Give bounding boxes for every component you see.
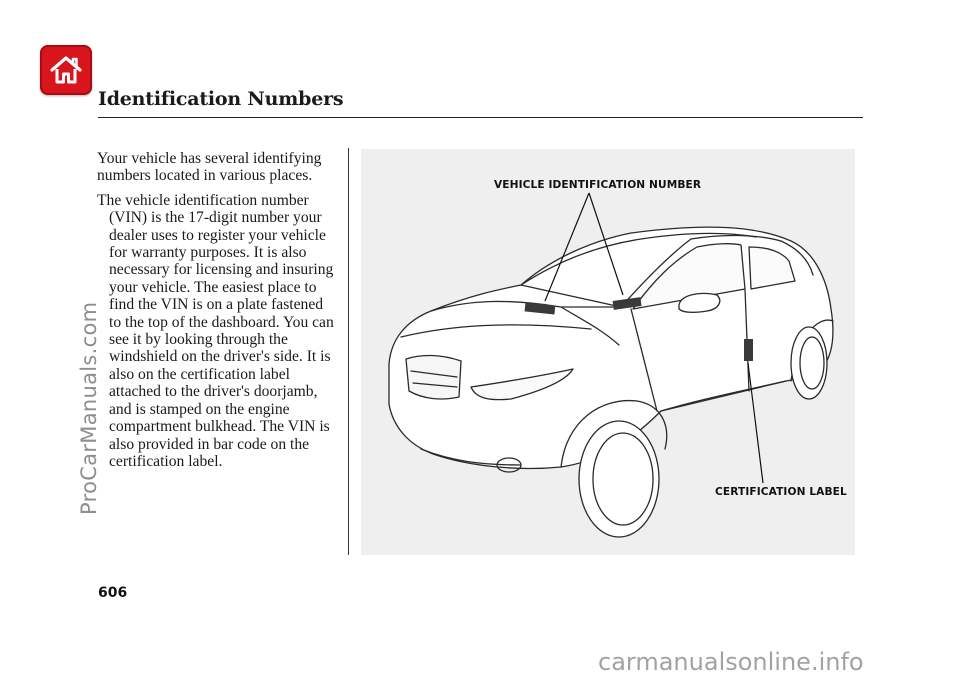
column-divider — [348, 148, 349, 555]
body-text — [97, 150, 337, 477]
title-divider — [98, 117, 863, 118]
side-watermark: ProCarManuals.com — [77, 301, 101, 515]
page-number: 606 — [98, 585, 128, 601]
callout-certification-label: CERTIFICATION LABEL — [715, 486, 847, 498]
section-title: Identification Numbers — [98, 88, 344, 110]
home-icon — [49, 54, 83, 86]
home-button[interactable] — [40, 45, 92, 95]
vin-paragraph: The vehicle identification number (VIN) is the 17-digit number your dealer uses to register your vehicle for warranty purposes. It is also necessary for licensing and insuring your vehicle. The easiest place to find the VIN is on a plate fastened to the top of the dashboard. You can see it by looking through the windshield on the driver's side. It is also on the certification label attached to the driver's doorjamb, and is stamped on the engine compartment bulkhead. The VIN is also provided in bar code on the certification label. — [97, 191, 334, 470]
intro-paragraph: Your vehicle has several identifying numbers located in various places. — [97, 150, 322, 185]
bottom-watermark: carmanualsonline.info — [598, 648, 864, 676]
callout-vin-label: VEHICLE IDENTIFICATION NUMBER — [494, 179, 702, 191]
vehicle-figure — [361, 149, 855, 555]
